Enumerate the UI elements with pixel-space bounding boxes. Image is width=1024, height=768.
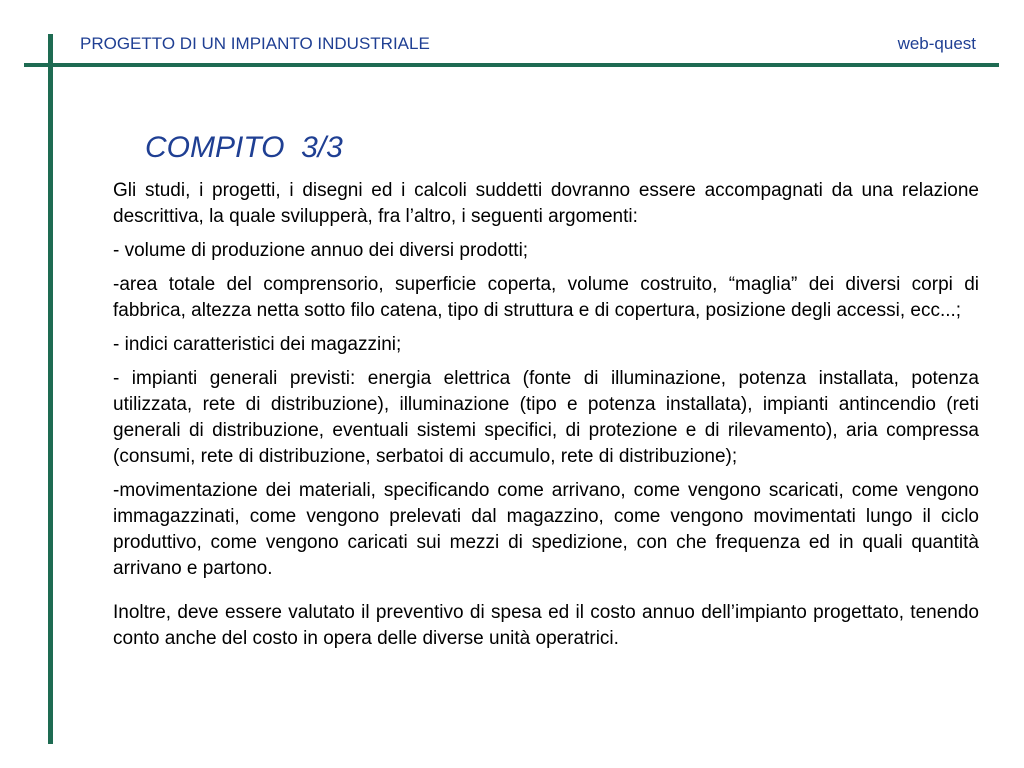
intro-paragraph: Gli studi, i progetti, i disegni ed i calcoli suddetti dovranno essere accompagnati da una relazione descrittiva, la quale svilupperà, fra l’altro, i seguenti argomenti:: [113, 180, 979, 227]
horizontal-rule: [24, 63, 999, 67]
header-web-quest: web-quest: [897, 34, 976, 53]
list-item: - volume di produzione annuo dei diversi prodotti;: [113, 240, 529, 261]
closing-paragraph: Inoltre, deve essere valutato il preventivo di spesa ed il costo annuo dell’impianto progettato, tenendo conto anche del costo in opera delle diverse unità operatrici.: [113, 602, 979, 649]
slide-title: COMPITO 3/3: [145, 131, 343, 164]
list-item: -movimentazione dei materiali, specificando come arrivano, come vengono scaricati, come vengono immagazzinati, come vengono prelevati dal magazzino, come vengono movimentati lungo il ciclo produttivo, come vengono caricati sui mezzi di spedizione, con che frequenza ed in quali quantità arrivano e partono.: [113, 480, 979, 579]
header-title: PROGETTO DI UN IMPIANTO INDUSTRIALE: [80, 34, 430, 53]
slide-body: [113, 178, 979, 660]
list-item: - indici caratteristici dei magazzini;: [113, 334, 402, 355]
vertical-rule: [48, 34, 53, 744]
list-item: - impianti generali previsti: energia elettrica (fonte di illuminazione, potenza installata, potenza utilizzata, rete di distribuzione), illuminazione (tipo e potenza installata), impianti antincendio (reti generali di distribuzione, eventuali sistemi specifici, di protezione e di rilevamento), aria compressa (consumi, rete di distribuzione, serbatoi di accumulo, rete di distribuzione);: [113, 368, 979, 467]
list-item: -area totale del comprensorio, superficie coperta, volume costruito, “maglia” dei diversi corpi di fabbrica, altezza netta sotto filo catena, tipo di struttura e di copertura, posizione degli accessi, ecc...;: [113, 274, 979, 321]
